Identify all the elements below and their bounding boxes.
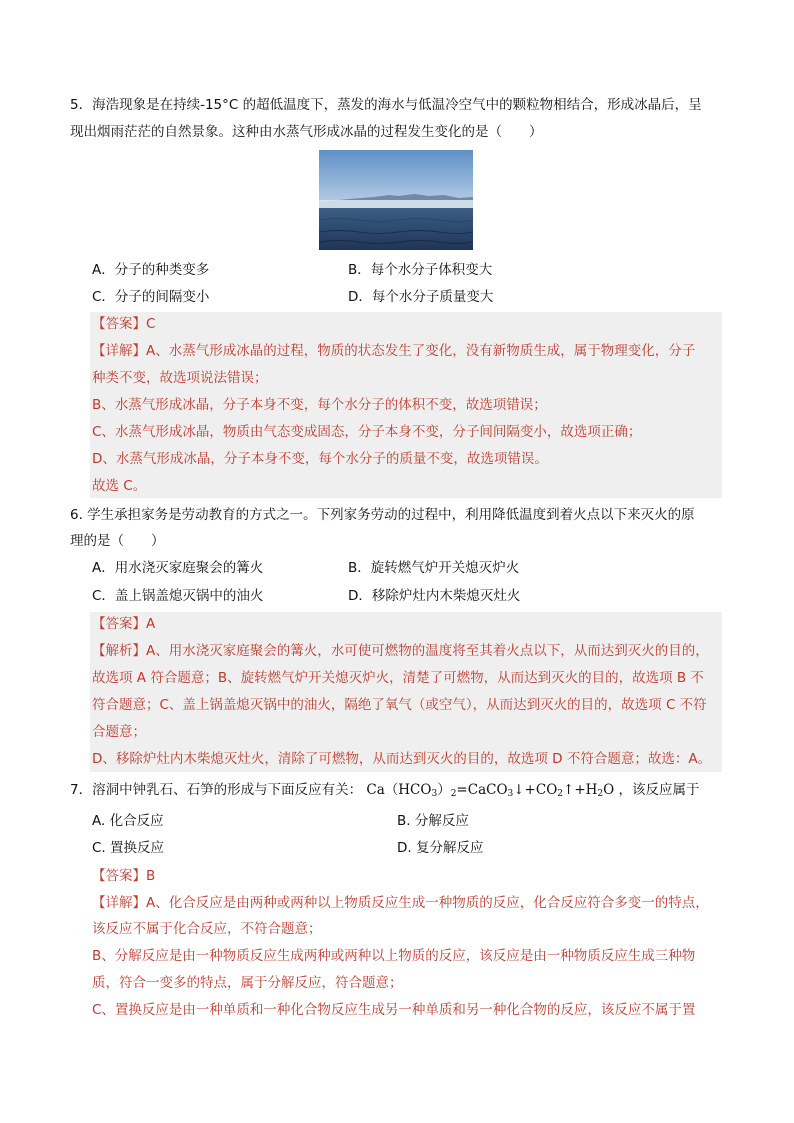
q5-explanation-line3: B、水蒸气形成冰晶，分子本身不变，每个水分子的体积不变，故选项错误； [92,397,547,413]
q6-explanation-line3: 符合题意；C、盖上锅盖熄灭锅中的油火，隔绝了氧气（或空气），从而达到灭火的目的，故选项 C 不符 [92,697,707,713]
sea-fog-photo [319,150,473,250]
q7-chemical-equation: $Ca(HCO_3)_2=CaCO_3↓+CO_2↑+H_2O$ [366,782,615,799]
q6-explanation-line2: 故选项 A 符合题意；B、旋转燃气炉开关熄灭炉火，清楚了可燃物，从而达到灭火的目的，故选项 B 不 [92,670,704,686]
q5-option-d: D．每个水分子质量变大 [348,289,494,305]
q7-answer: 【答案】B [92,868,156,884]
q7-stem-prefix: 7．溶洞中钟乳石、石笋的形成与下面反应有关： [70,782,363,798]
q7-option-b: B. 分解反应 [397,813,469,829]
q7-explanation-line2: 该反应不属于化合反应，不符合题意； [92,921,322,937]
q7-explanation-line3: B、分解反应是由一种物质反应生成两种或两种以上物质的反应，该反应是由一种物质反应生成三种物 [92,948,696,964]
q6-stem-line1: 6. 学生承担家务是劳动教育的方式之一。下列家务劳动的过程中，利用降低温度到着火点以下来灭火的原 [70,507,695,523]
q7-option-c: C. 置换反应 [92,840,165,856]
q6-stem-line2: 理的是（ ） [70,533,165,549]
q6-answer: 【答案】A [92,616,156,632]
q6-explanation-line5: D、移除炉灶内木柴熄灭灶火，清除了可燃物，从而达到灭火的目的，故选项 D 不符合题意；故选：A。 [92,751,712,767]
q7-stem-suffix: ，该反应属于 [618,782,700,798]
q5-option-a: A．分子的种类变多 [92,262,210,278]
q7-explanation-line4: 质，符合一变多的特点，属于分解反应，符合题意； [92,975,403,991]
q5-explanation-line5: D、水蒸气形成冰晶，分子本身不变，每个水分子的质量不变，故选项错误。 [92,451,548,467]
q6-option-d: D．移除炉灶内木柴熄灭灶火 [348,588,521,604]
q6-explanation-line1: 【解析】A、用水浇灭家庭聚会的篝火，水可使可燃物的温度将至其着火点以下，从而达到灭火的目的， [92,643,709,659]
q7-option-d: D. 复分解反应 [397,840,484,856]
q6-option-a: A．用水浇灭家庭聚会的篝火 [92,560,264,576]
q5-stem-line1: 5．海浩现象是在持续-15°C 的超低温度下，蒸发的海水与低温冷空气中的颗粒物相结合，形成冰晶后，呈 [70,97,702,113]
q6-answer-box [90,612,722,772]
q5-explanation-line1: 【详解】A、水蒸气形成冰晶的过程，物质的状态发生了变化，没有新物质生成，属于物理变化，分子 [92,343,696,359]
q5-option-b: B．每个水分子体积变大 [348,262,493,278]
q6-option-c: C．盖上锅盖熄灭锅中的油火 [92,588,264,604]
q7-stem [70,780,700,804]
q5-stem-line2: 现出烟雨茫茫的自然景象。这种由水蒸气形成冰晶的过程发生变化的是（ ） [70,124,543,140]
q7-explanation-line1: 【详解】A、化合反应是由两种或两种以上物质反应生成一种物质的反应，化合反应符合多变一的特点， [92,895,709,911]
q6-explanation-line4: 合题意； [92,724,146,740]
q5-explanation-line6: 故选 C。 [92,478,147,494]
q7-option-a: A. 化合反应 [92,813,164,829]
q5-explanation-line4: C、水蒸气形成冰晶，物质由气态变成固态，分子本身不变，分子间间隔变小，故选项正确； [92,424,642,440]
q5-explanation-line2: 种类不变，故选项说法错误； [92,370,268,386]
q5-option-c: C．分子的间隔变小 [92,289,210,305]
q6-option-b: B．旋转燃气炉开关熄灭炉火 [348,560,520,576]
q7-explanation-line5: C、置换反应是由一种单质和一种化合物反应生成另一种单质和另一种化合物的反应，该反应不属于置 [92,1002,696,1018]
q5-answer: 【答案】C [92,316,156,332]
